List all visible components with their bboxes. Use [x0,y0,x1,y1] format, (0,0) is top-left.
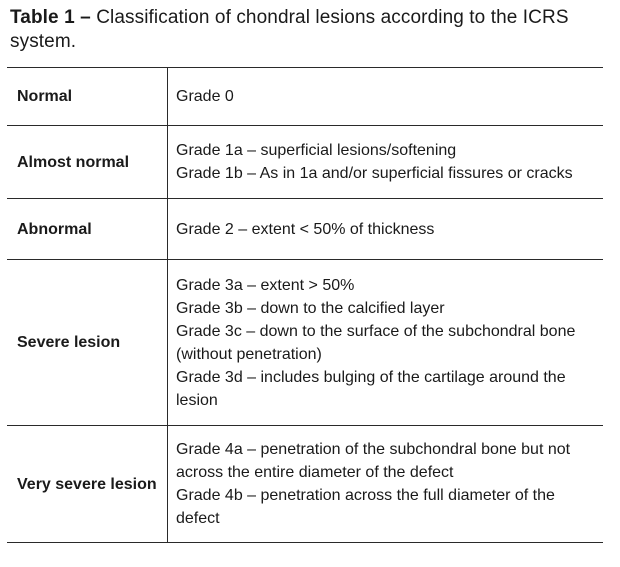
grade-line: Grade 4a – penetration of the subchondral bone but not across the entire diameter of the defect [176,441,571,481]
category-cell: Almost normal [7,126,168,199]
table-row [7,126,603,199]
grade-line: Grade 4b – penetration across the full diameter of the defect [176,487,555,527]
category-cell: Severe lesion [7,260,168,426]
caption-text: Classification of chondral lesions according to the ICRS system. [10,7,569,52]
grade-line: Grade 3a – extent > 50% [176,276,355,294]
table-row [7,68,603,126]
classification-table [7,67,603,543]
grade-line: Grade 1a – superficial lesions/softening [176,142,457,159]
classification-table-container [7,67,603,543]
grade-cell [168,260,604,426]
grade-line: Grade 3b – down to the calcified layer [176,299,445,317]
grade-cell [168,199,604,260]
table-row [7,426,603,543]
grade-cell [168,68,604,126]
category-cell: Abnormal [7,199,168,260]
table-caption [10,6,608,54]
grade-line: Grade 3c – down to the surface of the subchondral bone (without penetration) [176,322,576,363]
table-row [7,199,603,260]
grade-line: Grade 3d – includes bulging of the cartilage around the lesion [176,368,566,409]
category-cell: Very severe lesion [7,426,168,543]
caption-label: Table 1 – [10,7,91,28]
grade-cell [168,126,604,199]
category-cell: Normal [7,68,168,126]
grade-line: Grade 0 [176,88,234,105]
grade-line: Grade 2 – extent < 50% of thickness [176,220,435,238]
table-row [7,260,603,426]
grade-cell [168,426,604,543]
grade-line: Grade 1b – As in 1a and/or superficial fissures or cracks [176,165,573,182]
